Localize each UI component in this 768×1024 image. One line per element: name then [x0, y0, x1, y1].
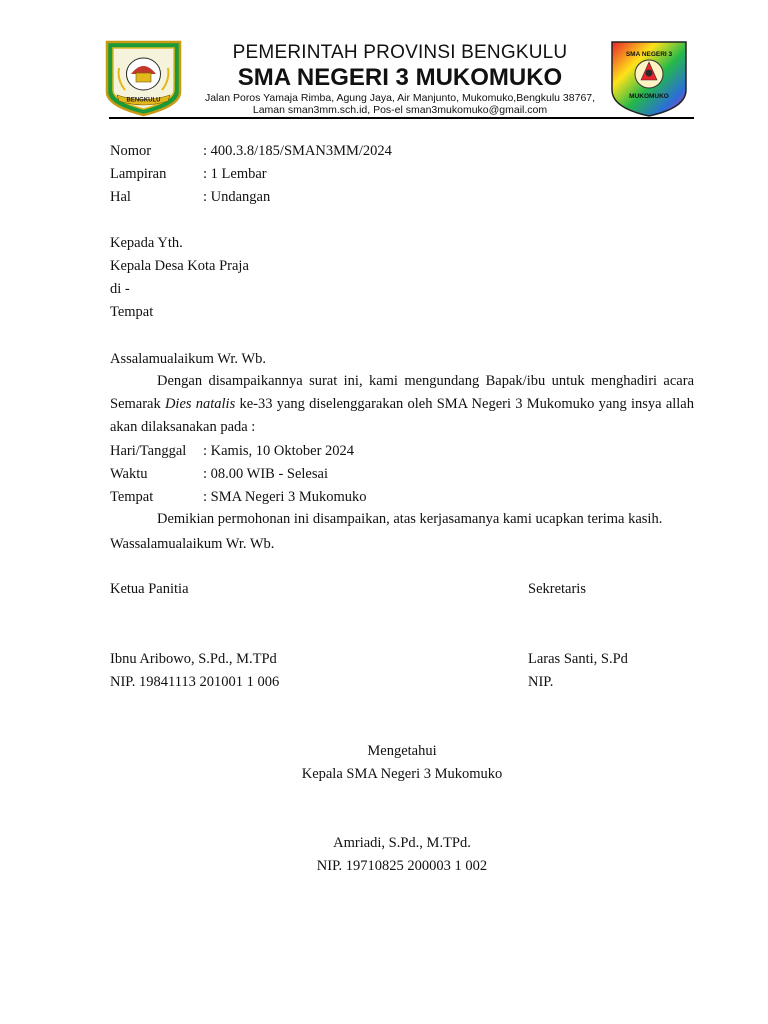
- hal-value: : Undangan: [203, 189, 271, 205]
- sekretaris-nip: NIP.: [528, 674, 554, 690]
- closing-paragraph: Demikian permohonan ini disampaikan, atas kerjasamanya kami ucapkan terima kasih.: [157, 511, 663, 527]
- greeting: Assalamualaikum Wr. Wb.: [110, 351, 266, 367]
- ketua-name: Ibnu Aribowo, S.Pd., M.TPd: [110, 651, 277, 667]
- header-divider: [109, 117, 694, 119]
- school-emblem-icon: [610, 40, 688, 118]
- event-time-label: Waktu: [110, 466, 148, 482]
- right-logo-text-bottom: MUKOMUKO: [629, 93, 669, 100]
- event-date-value: : Kamis, 10 Oktober 2024: [203, 443, 355, 459]
- left-logo-text: BENGKULU: [126, 97, 161, 104]
- kepala-name: Amriadi, S.Pd., M.TPd.: [333, 835, 471, 851]
- mengetahui-label: Mengetahui: [367, 743, 437, 759]
- hal-label: Hal: [110, 189, 131, 205]
- school-address: [190, 92, 610, 116]
- event-place-label: Tempat: [110, 489, 154, 505]
- event-place-value: : SMA Negeri 3 Mukomuko: [203, 489, 367, 505]
- kepala-nip: NIP. 19710825 200003 1 002: [316, 858, 488, 874]
- event-date-label: Hari/Tanggal: [110, 443, 187, 459]
- farewell: Wassalamualaikum Wr. Wb.: [110, 536, 275, 552]
- event-time-value: : 08.00 WIB - Selesai: [203, 466, 328, 482]
- nomor-label: Nomor: [110, 143, 152, 159]
- intro-text-italic: Dies natalis: [164, 396, 236, 412]
- sekretaris-role: Sekretaris: [528, 581, 586, 597]
- intro-text-end: ke-33 yang diselenggarakan oleh SMA Negeri 3 Mukomuko yang insya allah akan dilaksanakan pada :: [110, 396, 694, 435]
- right-logo-text-top: SMA NEGERI 3: [625, 51, 673, 58]
- government-name: PEMERINTAH PROVINSI BENGKULU: [232, 42, 568, 63]
- intro-paragraph: [110, 370, 694, 439]
- recipient-di: di -: [110, 281, 130, 297]
- address-line-2: Laman sman3mm.sch.id, Pos-el sman3mukomuko@gmail.com: [252, 104, 548, 116]
- sekretaris-name: Laras Santi, S.Pd: [528, 651, 628, 667]
- lampiran-label: Lampiran: [110, 166, 167, 182]
- recipient-name: Kepala Desa Kota Praja: [110, 258, 249, 274]
- school-name: SMA NEGERI 3 MUKOMUKO: [237, 64, 563, 91]
- recipient-salutation: Kepada Yth.: [110, 235, 183, 251]
- lampiran-value: : 1 Lembar: [203, 166, 267, 182]
- ketua-role: Ketua Panitia: [110, 581, 189, 597]
- nomor-value: : 400.3.8/185/SMAN3MM/2024: [203, 143, 392, 159]
- bengkulu-province-emblem-icon: [105, 40, 182, 117]
- intro-text-start: Dengan disampaikannya surat ini, kami mengundang Bapak/ibu untuk menghadiri acara Semarak: [110, 373, 694, 412]
- kepala-role: Kepala SMA Negeri 3 Mukomuko: [301, 766, 503, 782]
- ketua-nip: NIP. 19841113 201001 1 006: [110, 674, 280, 690]
- recipient-place: Tempat: [110, 304, 154, 320]
- address-line-1: Jalan Poros Yamaja Rimba, Agung Jaya, Air Manjunto, Mukomuko,Bengkulu 38767,: [204, 92, 596, 104]
